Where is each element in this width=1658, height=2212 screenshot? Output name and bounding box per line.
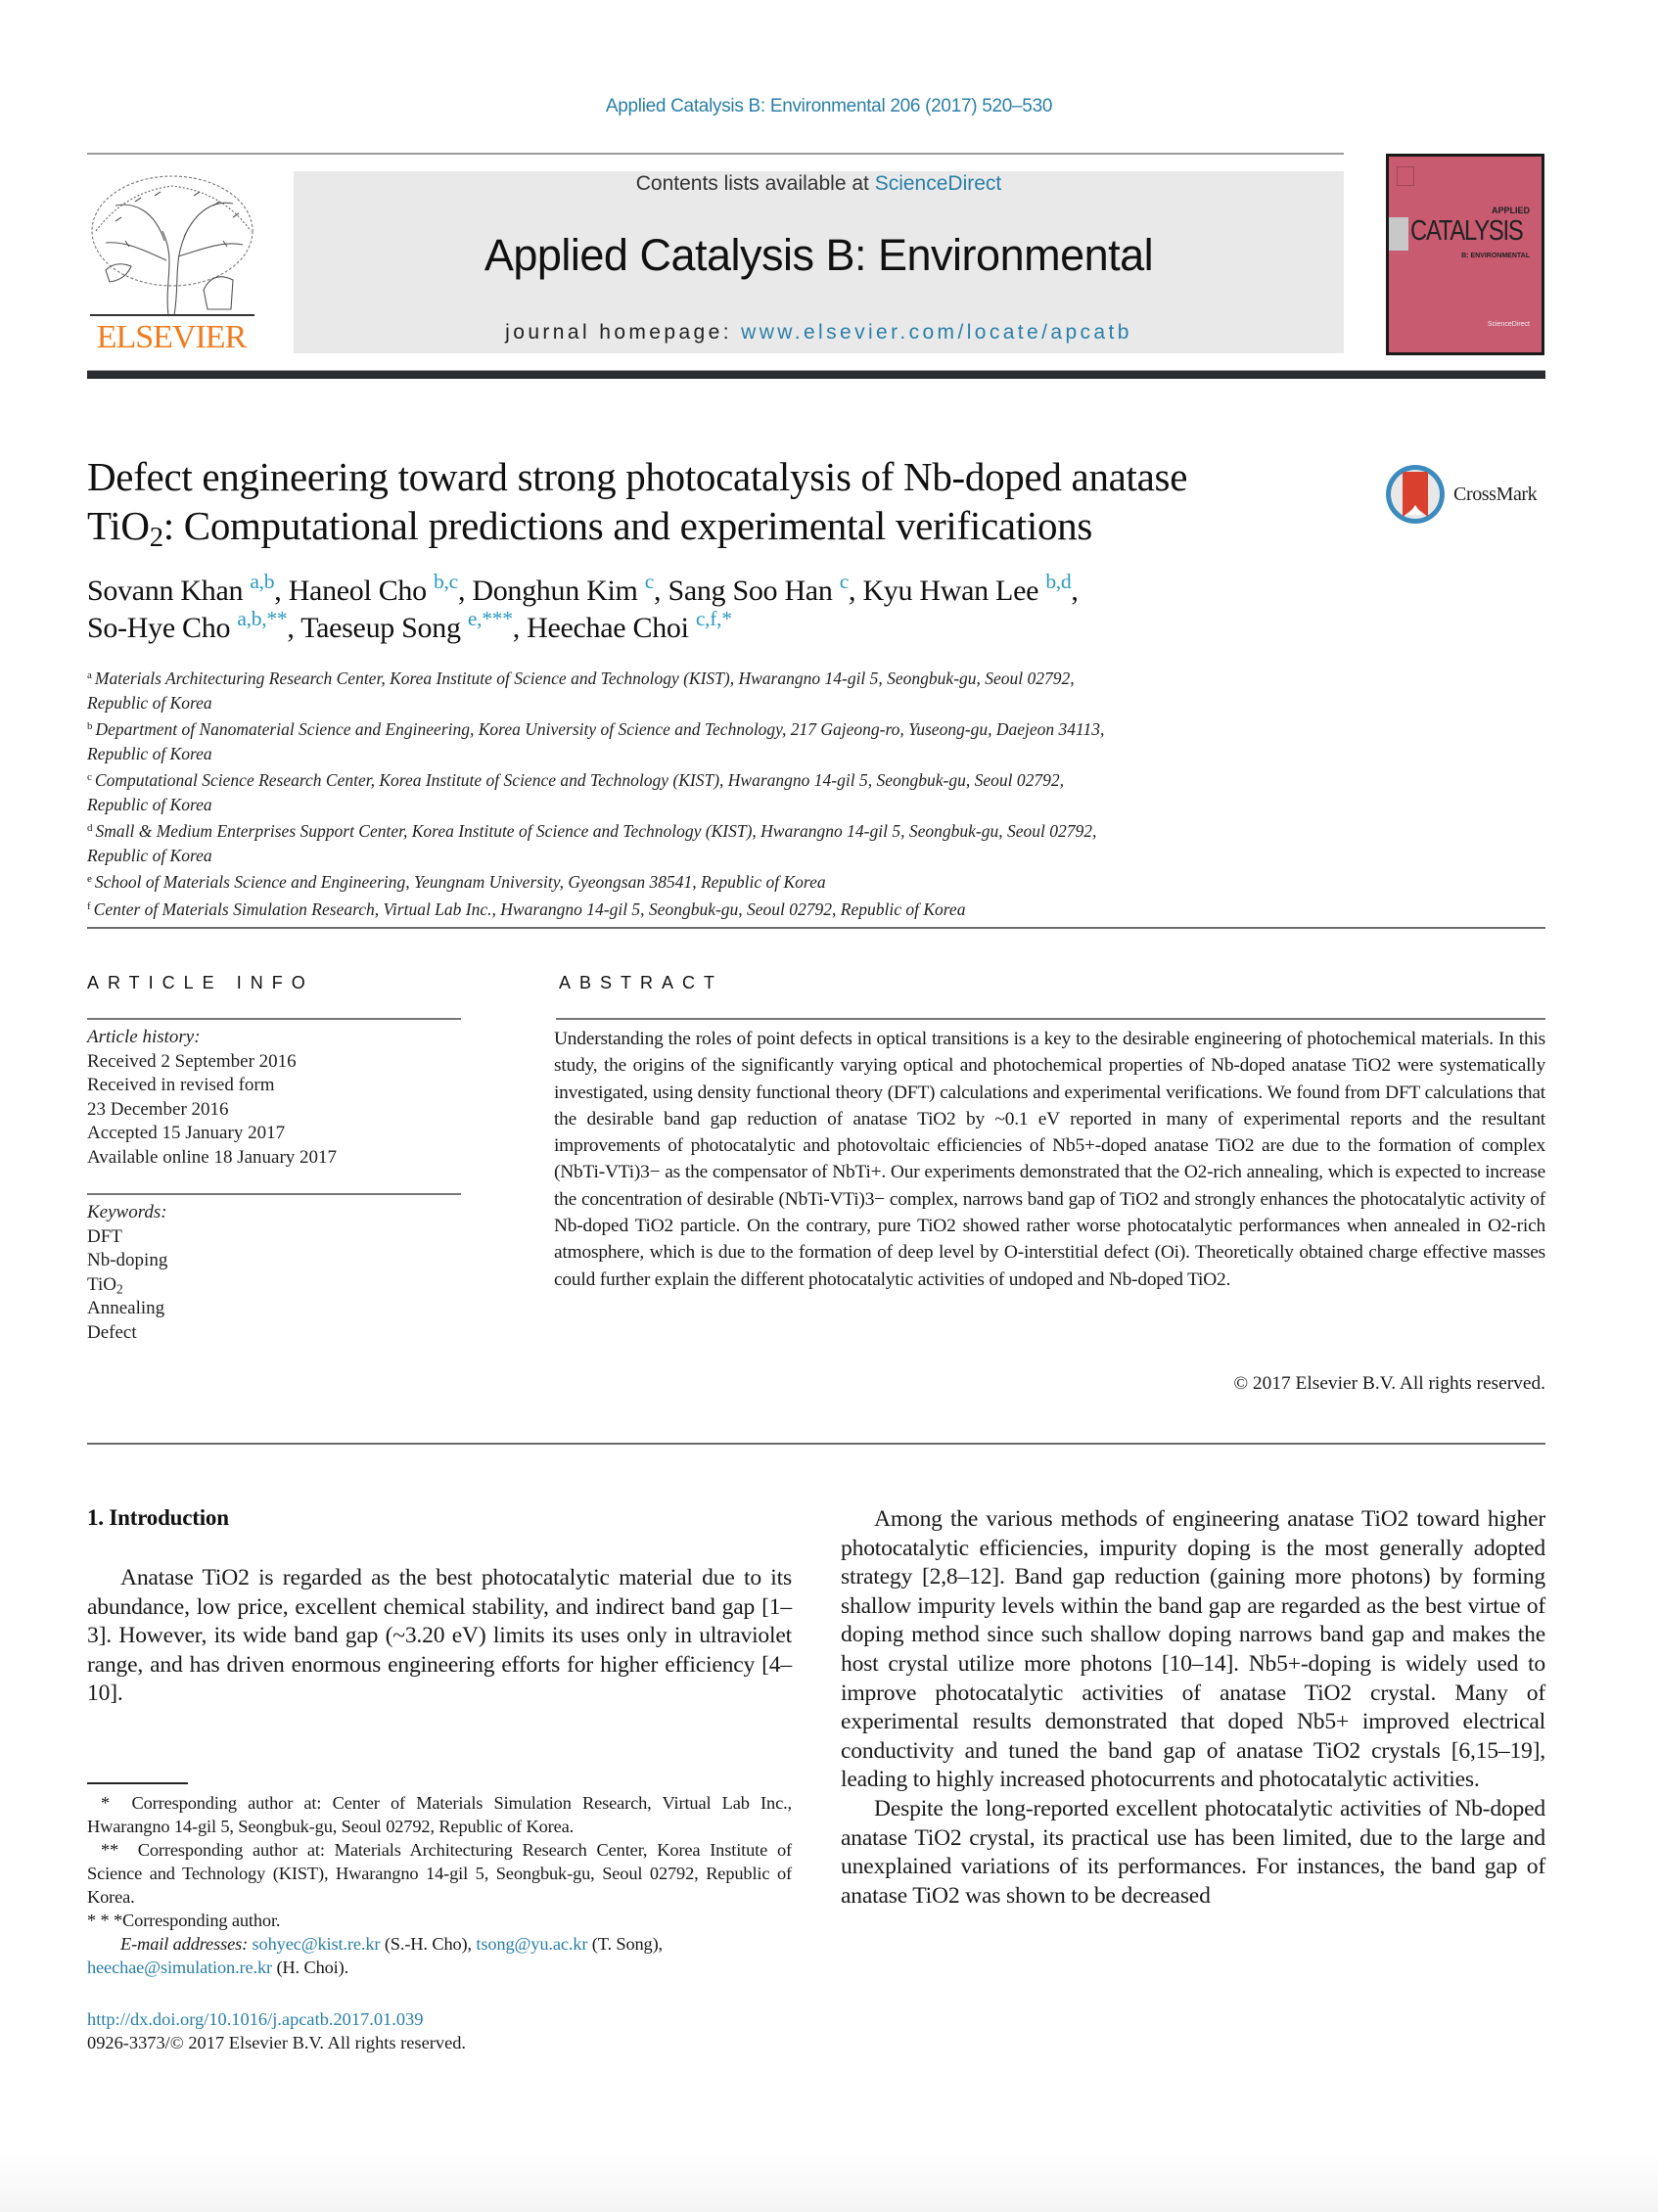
crossmark-button[interactable]	[1383, 460, 1549, 529]
history-item: 23 December 2016	[87, 1098, 229, 1120]
article-history	[87, 1026, 337, 1170]
email-link[interactable]: heechae@simulation.re.kr	[87, 1958, 272, 1977]
affiliation-marks[interactable]: a,b,**	[237, 607, 288, 631]
affiliation-marks[interactable]: b,d	[1045, 570, 1072, 594]
header-thick-divider	[87, 370, 1545, 379]
footnote-mark: **	[101, 1840, 119, 1860]
affiliation-text: Small & Medium Enterprises Support Center, Korea Institute of Science and Technology (KIST), Hwarangno 14-gil 5, Seongbuk-gu, Seoul 02792,	[95, 821, 1097, 841]
footnote-mark: *	[101, 1793, 111, 1813]
paragraph: Despite the long-reported excellent photocatalytic activities of Nb-doped anatase TiO2 crystal, its practical use has been limited, due to the large and unexplained variations of its performances. For instances, the band gap of anatase TiO2 was shown to be decreased	[841, 1795, 1545, 1909]
abstract-heading: ABSTRACT	[559, 973, 724, 992]
section-heading-introduction: 1. Introduction	[87, 1505, 229, 1530]
history-item: Accepted 15 January 2017	[87, 1123, 286, 1143]
separator: ,	[274, 575, 289, 607]
separator: ,	[849, 575, 863, 607]
history-item: Received 2 September 2016	[87, 1050, 297, 1072]
info-divider	[87, 1018, 461, 1020]
affiliation-mark: c	[87, 771, 92, 783]
author[interactable]	[668, 570, 850, 607]
keyword: Defect	[87, 1321, 137, 1343]
footnote-1	[87, 1791, 792, 1838]
affiliation-text: Materials Architecturing Research Center, Korea Institute of Science and Technology (KIST), Hwarangno 14-gil 5, Seongbuk-gu, Seoul 02792,	[94, 668, 1075, 688]
author-name: Kyu Hwan Lee	[862, 575, 1039, 607]
title-tio: TiO	[87, 503, 150, 548]
keyword: Nb-doping	[87, 1250, 168, 1270]
sciencedirect-link[interactable]: ScienceDirect	[874, 172, 1002, 195]
author-list	[87, 570, 1359, 647]
abstract-copyright: © 2017 Elsevier B.V. All rights reserved.	[1233, 1373, 1545, 1394]
author-name: Haneol Cho	[288, 575, 427, 607]
email-link[interactable]: sohyec@kist.re.kr	[252, 1934, 381, 1954]
affiliation-mark: d	[87, 822, 93, 834]
separator: ,	[457, 575, 473, 607]
author[interactable]	[87, 607, 288, 644]
email-addresses-cont	[87, 1956, 792, 1979]
footnote-divider	[87, 1782, 188, 1784]
journal-cover-image[interactable]	[1386, 154, 1544, 355]
title-line-2: : Computational predictions and experimental verifications	[162, 503, 1092, 548]
keywords-divider	[87, 1193, 461, 1195]
email-link[interactable]: tsong@yu.ac.kr	[476, 1934, 588, 1954]
author[interactable]	[862, 570, 1072, 607]
author[interactable]	[472, 570, 655, 607]
abstract-text: Understanding the roles of point defects in optical transitions is a key to the desirable engineering of photochemical materials. In this study, the origins of the significantly varying optical and photochemical properties of Nb-doped anatase TiO2 were systematically investigated, using density functional theory (DFT) calculations and experimental verifications. We found from DFT calculations that the desirable band gap reduction of anatase TiO2 by ~0.1 eV reported in many of experimental reports and the resultant improvements of photocatalytic and photovoltaic efficiencies of Nb5+-doped anatase TiO2 are due to the formation of complex (NbTi-VTi)3− as the compensator of NbTi+. Our experiments demonstrated that the O2-rich annealing, which is expected to increase the concentration of desirable (NbTi-VTi)3− complex, narrows band gap of TiO2 and strongly enhances the photocatalytic activity of Nb-doped TiO2 particle. On the contrary, pure TiO2 showed rather worse photocatalytic performances when annealed in O2-rich atmosphere, which is due to the formation of deep level by O-interstitial defect (Oi). Theoretically obtained charge effective masses could further explain the different photocatalytic activities of undoped and Nb-doped TiO2.	[554, 1029, 1545, 1290]
homepage-line	[294, 321, 1344, 345]
affiliation-item	[87, 664, 1311, 714]
paragraph: Anatase TiO2 is regarded as the best photocatalytic material due to its abundance, low price, excellent chemical stability, and indirect band gap [1–3]. However, its wide band gap (~3.20 eV) limits its uses only in ultraviolet range, and has driven enormous engineering efforts for higher efficiency [4–10].	[87, 1565, 792, 1707]
affiliation-item	[87, 765, 1311, 816]
footnote-text: Corresponding author at: Materials Architecturing Research Center, Korea Institute of Science and Technology (KIST), Hwarangno 14-gil 5, Seongbuk-gu, Seoul 02792, Republic of Korea.	[87, 1840, 792, 1907]
contents-prefix: Contents lists available at	[635, 172, 875, 195]
email-owner: (T. Song),	[587, 1934, 663, 1954]
separator: ,	[1071, 575, 1079, 607]
author-name: Heechae Choi	[527, 612, 689, 644]
author[interactable]	[527, 607, 732, 644]
author[interactable]	[87, 570, 275, 607]
author-name: So-Hye Cho	[87, 612, 231, 644]
journal-reference-link[interactable]: Applied Catalysis B: Environmental 206 (2017) 520–530	[605, 96, 1053, 116]
history-label: Article history:	[87, 1027, 201, 1047]
separator: ,	[654, 575, 668, 607]
cover-sciencedirect-text: ScienceDirect	[1487, 321, 1530, 328]
affiliation-mark: f	[87, 899, 91, 912]
footnotes	[87, 1791, 792, 1979]
footnote-text: Corresponding author at: Center of Materials Simulation Research, Virtual Lab Inc., Hwarangno 14-gil 5, Seongbuk-gu, Seoul 02792, Republic of Korea.	[87, 1793, 792, 1836]
affiliation-item	[87, 816, 1311, 867]
keywords-label: Keywords:	[87, 1202, 167, 1222]
author[interactable]	[288, 570, 458, 607]
elsevier-wordmark: ELSEVIER	[96, 319, 247, 355]
affiliation-text-cont: Republic of Korea	[87, 794, 212, 814]
affiliation-mark: e	[87, 873, 92, 885]
journal-name: Applied Catalysis B: Environmental	[484, 230, 1154, 280]
journal-banner	[294, 171, 1344, 353]
history-item: Received in revised form	[87, 1075, 275, 1095]
email-addresses	[87, 1932, 792, 1956]
abstract-divider	[556, 1018, 1545, 1020]
cover-elsevier-mark-icon	[1397, 166, 1414, 186]
affiliation-item	[87, 714, 1311, 765]
keyword: Annealing	[87, 1298, 165, 1318]
affiliation-mark: b	[87, 720, 93, 732]
body-divider	[87, 1443, 1545, 1445]
affiliation-mark: a	[87, 669, 92, 681]
keywords	[87, 1201, 167, 1345]
author-name: Donghun Kim	[472, 575, 638, 607]
affiliation-text-cont: Republic of Korea	[87, 692, 212, 713]
right-column	[841, 1505, 1545, 1911]
footnote-mark: * * *	[87, 1911, 123, 1930]
affiliation-text: Department of Nanomaterial Science and Engineering, Korea University of Science and Technology, 217 Gajeong-ro, Yuseong-gu, Daejeon 34113,	[95, 719, 1105, 739]
keyword: DFT	[87, 1225, 122, 1247]
issn-line: 0926-3373/© 2017 Elsevier B.V. All rights reserved.	[87, 2033, 467, 2052]
affiliation-item	[87, 895, 1311, 922]
doi-block	[87, 2007, 466, 2054]
paragraph: Among the various methods of engineering anatase TiO2 toward higher photocatalytic efficiencies, impurity doping is the most generally adopted strategy [2,8–12]. Band gap reduction (gaining more photons) by forming shallow impurity levels within the band gap are regarded as the best virtue of doping method since such shallow doping narrows band gap and makes the host crystal utilize more photons [10–14]. Nb5+-doping is widely used to improve photocatalytic activities of anatase TiO2 crystal. Many of experimental results demonstrated that doped Nb5+ improved electrical conductivity and tuned the band gap of anatase TiO2 crystals [6,15–19], leading to highly increased photocurrents and photocatalytic activities.	[841, 1506, 1545, 1793]
crossmark-label: CrossMark	[1453, 483, 1538, 505]
author-name: Sang Soo Han	[668, 575, 833, 607]
cover-subtitle-text: B: ENVIRONMENTAL	[1461, 253, 1530, 259]
article-title	[87, 452, 1359, 554]
author-name: Taeseup Song	[300, 612, 461, 644]
affiliation-marks[interactable]: c,f,*	[695, 607, 732, 631]
footnote-2	[87, 1838, 792, 1909]
cover-catalysis-text: CATALYSIS	[1410, 215, 1523, 247]
affiliation-marks[interactable]: c	[644, 570, 655, 594]
author-name: Sovann Khan	[87, 575, 244, 607]
doi-link[interactable]: http://dx.doi.org/10.1016/j.apcatb.2017.01.039	[87, 2009, 424, 2029]
journal-homepage-link[interactable]: www.elsevier.com/locate/apcatb	[741, 321, 1132, 344]
section-divider	[87, 927, 1545, 929]
affiliation-text: Computational Science Research Center, Korea Institute of Science and Technology (KIST), Hwarangno 14-gil 5, Seongbuk-gu, Seoul 02792,	[94, 770, 1064, 790]
author[interactable]	[300, 607, 513, 644]
left-column	[87, 1564, 792, 1709]
keyword: TiO$_2$	[87, 1273, 123, 1296]
email-owner: (H. Choi).	[272, 1958, 349, 1977]
footnote-text: Corresponding author.	[122, 1911, 281, 1930]
affiliation-text: Center of Materials Simulation Research, Virtual Lab Inc., Hwarangno 14-gil 5, Seongbuk-gu, Seoul 02792, Republic of Korea	[93, 899, 966, 919]
homepage-prefix: journal homepage:	[505, 321, 742, 344]
affiliation-text: School of Materials Science and Engineering, Yeungnam University, Gyeongsan 38541, Republic of Korea	[94, 872, 826, 892]
title-subscript: 2	[149, 522, 163, 554]
affiliation-text-cont: Republic of Korea	[87, 743, 212, 763]
crossmark-icon	[1383, 462, 1448, 527]
cover-applied-text: APPLIED	[1491, 206, 1530, 215]
affiliation-marks[interactable]: b,c	[434, 570, 458, 594]
affiliation-marks[interactable]: c	[839, 570, 850, 594]
cover-c-block	[1389, 217, 1408, 251]
affiliation-text-cont: Republic of Korea	[87, 845, 212, 865]
history-item: Available online 18 January 2017	[87, 1146, 338, 1168]
affiliation-item	[87, 867, 1311, 895]
affiliation-marks[interactable]: a,b	[250, 570, 275, 594]
affiliation-list	[87, 664, 1311, 921]
affiliation-marks[interactable]: e,***	[467, 607, 513, 631]
article-info-heading: ARTICLE INFO	[87, 973, 314, 992]
title-line-1: Defect engineering toward strong photocatalysis of Nb-doped anatase	[87, 454, 1188, 499]
separator: ,	[287, 612, 301, 644]
header-divider	[87, 153, 1344, 155]
elsevier-tree-icon	[86, 172, 258, 317]
separator: ,	[512, 612, 528, 644]
footnote-3	[87, 1909, 792, 1932]
email-owner: (S.-H. Cho),	[380, 1934, 477, 1954]
email-label: E-mail addresses:	[120, 1934, 249, 1954]
contents-line	[294, 172, 1344, 196]
elsevier-logo[interactable]	[82, 172, 260, 358]
